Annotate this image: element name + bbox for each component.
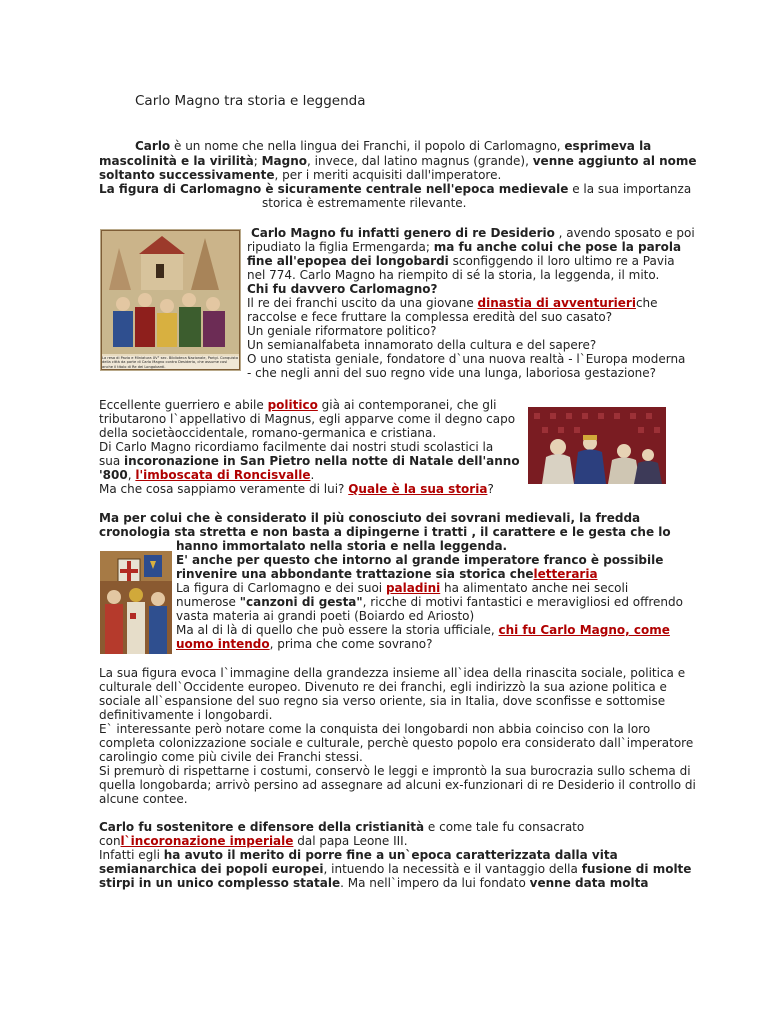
p2-line-10: O uno statista geniale, fondatore d`una nuova realtà - l`Europa moderna xyxy=(247,352,686,366)
p2-line-8: Un geniale riformatore politico? xyxy=(247,324,437,338)
coronation-miniature-image xyxy=(528,407,666,484)
p4-line-8: vasta materia ai grandi poeti (Boiardo ed Ariosto) xyxy=(176,609,475,623)
p1-line-3: soltanto successivamente, per i meriti acquisiti dall'imperatore. xyxy=(99,168,502,182)
p2-line-2: ripudiato la figlia Ermengarda; ma fu anche colui che pose la parola xyxy=(247,240,682,254)
p6-line-2: conl`incoronazione imperiale dal papa Leone III. xyxy=(99,834,408,848)
p5-line-10: alcune contee. xyxy=(99,792,188,806)
p3-line-4: Di Carlo Magno ricordiamo facilmente dai nostri studi scolastici la xyxy=(99,440,494,454)
p1-line-1: Carlo è un nome che nella lingua dei Franchi, il popolo di Carlomagno, esprimeva la xyxy=(135,139,652,153)
page-title: Carlo Magno tra storia e leggenda xyxy=(135,93,366,109)
p4-line-9: Ma al di là di quello che può essere la storia ufficiale, chi fu Carlo Magno, come xyxy=(176,623,670,637)
p6-line-1: Carlo fu sostenitore e difensore della cristianità e come tale fu consacrato xyxy=(99,820,585,834)
pavia-miniature-image xyxy=(100,229,241,371)
p3-line-5: sua incoronazione in San Pietro nella notte di Natale dell'anno xyxy=(99,454,520,468)
p6-line-3: Infatti egli ha avuto il merito di porre fine a un`epoca caratterizzata dalla vita xyxy=(99,848,618,862)
link-imboscata-roncisvalle[interactable]: l'imboscata di Roncisvalle xyxy=(135,468,311,482)
link-letteraria[interactable]: letteraria xyxy=(533,567,598,581)
p2-line-6: Il re dei franchi uscito da una giovane dinastia di avventurieriche xyxy=(247,296,658,310)
link-politico[interactable]: politico xyxy=(267,398,318,412)
p3-line-3: della societàoccidentale, romano-germanica e cristiana. xyxy=(99,426,437,440)
p2-line-11: - che negli anni del suo regno vide una lunga, laboriosa gestazione? xyxy=(247,366,657,380)
p6-line-4: semianarchica dei popoli europei, intuendo la necessità e il vantaggio della fusione di molte xyxy=(99,862,692,876)
p3-line-7: Ma che cosa sappiamo veramente di lui? Quale è la sua storia? xyxy=(99,482,494,496)
p1-line-4: La figura di Carlomagno è sicuramente centrale nell'epoca medievale e la sua importanza xyxy=(99,182,692,196)
p5-line-5: E` interessante però notare come la conquista dei longobardi non abbia coinciso con la loro xyxy=(99,722,651,736)
p5-line-6: completa colonizzazione sociale e culturale, perchè questo popolo era considerato dall`imperatore xyxy=(99,736,694,750)
p1-line-2: mascolinità e la virilità; Magno, invece, dal latino magnus (grande), venne aggiunto al nome xyxy=(99,154,697,168)
p4-line-1: Ma per colui che è considerato il più conosciuto dei sovrani medievali, la fredda xyxy=(99,511,641,525)
link-incoronazione-imperiale[interactable]: l`incoronazione imperiale xyxy=(120,834,294,848)
link-dinastia-avventurieri[interactable]: dinastia di avventurieri xyxy=(477,296,636,310)
knights-banner-image xyxy=(100,551,172,654)
p4-line-4: E' anche per questo che intorno al grande imperatore franco è possibile xyxy=(176,553,664,567)
link-chi-fu-carlo-magno[interactable]: chi fu Carlo Magno, come xyxy=(498,623,670,637)
p2-line-7: raccolse e fece fruttare la complessa eredità del suo casato? xyxy=(247,310,613,324)
p2-line-3: fine all'epopea dei longobardi sconfiggendo il loro ultimo re a Pavia xyxy=(247,254,675,268)
p4-line-3: hanno immortalato nella storia e nella leggenda. xyxy=(176,539,508,553)
p2-line-4: nel 774. Carlo Magno ha riempito di sé la storia, la leggenda, il mito. xyxy=(247,268,660,282)
p1-line-5: storica è estremamente rilevante. xyxy=(262,196,467,210)
p5-line-8: Si premurò di rispettarne i costumi, conservò le leggi e improntò la sua burocrazia sullo schema di xyxy=(99,764,691,778)
p5-line-4: definitivamente i longobardi. xyxy=(99,708,273,722)
p3-line-6: '800, l'imboscata di Roncisvalle. xyxy=(99,468,315,482)
p2-line-5: Chi fu davvero Carlomagno? xyxy=(247,282,438,296)
pavia-miniature-caption: La resa di Pavia e Miniatura XV° sec. Biblioteca Nazionale, Parigi. Conquista della città da parte di Carlo Magno contro Desiderio, che assume così anche il titolo di Re dei Longobardi. xyxy=(102,356,239,369)
p2-line-9: Un semianalfabeta innamorato della cultura e del sapere? xyxy=(247,338,597,352)
link-quale-storia[interactable]: Quale è la sua storia xyxy=(348,482,488,496)
p4-line-5: rinvenire una abbondante trattazione sia storica cheletteraria xyxy=(176,567,598,581)
p5-line-3: sociale all`espansione del suo regno sia verso oriente, sia in Italia, dove sconfisse e sottomise xyxy=(99,694,666,708)
p5-line-2: culturale dell`Occidente europeo. Divenuto re dei franchi, egli indirizzò la sua azione politica e xyxy=(99,680,667,694)
link-uomo-intendo[interactable]: uomo intendo xyxy=(176,637,270,651)
pavia-miniature-illustration xyxy=(101,230,240,370)
link-paladini[interactable]: paladini xyxy=(385,581,441,595)
p2-line-1: Carlo Magno fu infatti genero di re Desiderio , avendo sposato e poi xyxy=(251,226,695,240)
p6-line-5: stirpi in un unico complesso statale. Ma nell`impero da lui fondato venne data molta xyxy=(99,876,649,890)
p5-line-9: quella longobarda; arrivò persino ad assegnare ad alcuni ex-funzionari di re Desiderio il controllo di xyxy=(99,778,696,792)
p3-line-1: Eccellente guerriero e abile politico già ai contemporanei, che gli xyxy=(99,398,497,412)
p3-line-2: tributarono l`appellativo di Magnus, egli apparve come il degno capo xyxy=(99,412,516,426)
p4-line-10: uomo intendo, prima che come sovrano? xyxy=(176,637,433,651)
p5-line-7: carolingio come più civile dei Franchi stessi. xyxy=(99,750,363,764)
knights-banner-illustration xyxy=(100,551,172,654)
p4-line-6: La figura di Carlomagno e dei suoi paladini ha alimentato anche nei secoli xyxy=(176,581,629,595)
p5-line-1: La sua figura evoca l`immagine della grandezza insieme all`idea della rinascita sociale, politica e xyxy=(99,666,686,680)
p4-line-7: numerose "canzoni di gesta", ricche di motivi fantastici e meravigliosi ed offrendo xyxy=(176,595,683,609)
coronation-miniature-illustration xyxy=(528,407,666,484)
p4-line-2: cronologia sta stretta e non basta a dipingerne i tratti , il carattere e le gesta che lo xyxy=(99,525,671,539)
